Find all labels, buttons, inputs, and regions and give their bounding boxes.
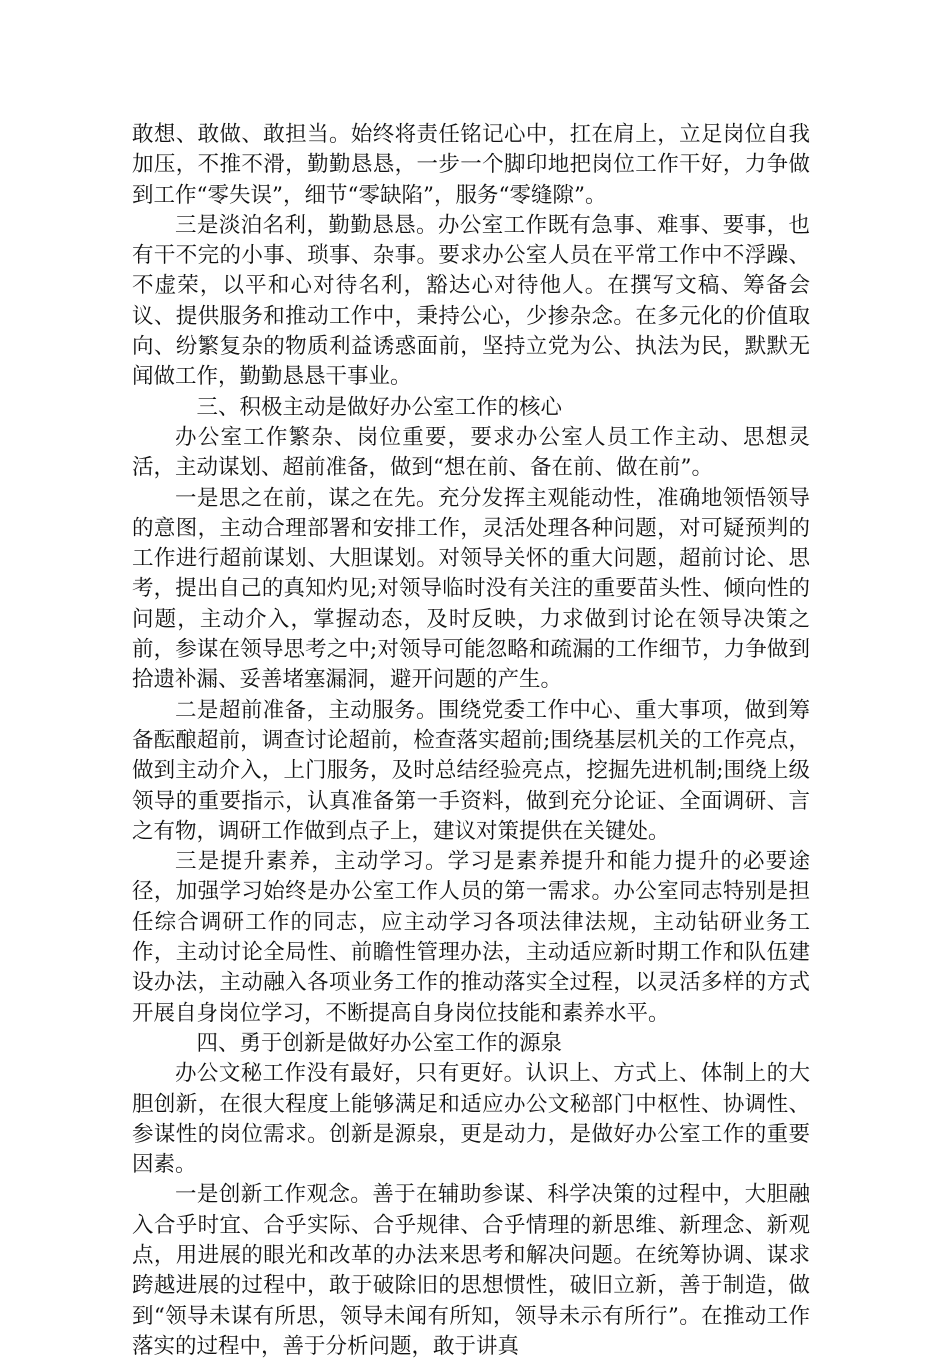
paragraph-6: 二是超前准备，主动服务。围绕党委工作中心、重大事项，做到筹备酝酿超前，调查讨论超前，检查落实超前;围绕基层机关的工作亮点，做到主动介入，上门服务，及时总结经验亮点，挖掘先进机制;围绕上级领导的重要指示，认真准备第一手资料，做到充分论证、全面调研、言之有物，调研工作做到点子上，建议对策提供在关键处。 [132,697,810,844]
paragraph-7: 三是提升素养，主动学习。学习是素养提升和能力提升的必要途径，加强学习始终是办公室工作人员的第一需求。办公室同志特别是担任综合调研工作的同志，应主动学习各项法律法规，主动钻研业务工作，主动讨论全局性、前瞻性管理办法，主动适应新时期工作和队伍建设办法，主动融入各项业务工作的推动落实全过程，以灵活多样的方式开展自身岗位学习，不断提高自身岗位技能和素养水平。 [132,849,810,1026]
section-heading-3: 三、积极主动是做好办公室工作的核心 [196,394,563,420]
paragraph-2: 三是淡泊名利，勤勤恳恳。办公室工作既有急事、难事、要事，也有干不完的小事、琐事、杂事。要求办公室人员在平常工作中不浮躁、不虚荣，以平和心对待名利，豁达心对待他人。在撰写文稿、筹备会议、提供服务和推动工作中，秉持公心，少掺杂念。在多元化的价值取向、纷繁复杂的物质利益诱惑面前，坚持立党为公、执法为民，默默无闻做工作，勤勤恳恳干事业。 [132,212,810,390]
paragraph-4: 办公室工作繁杂、岗位重要，要求办公室人员工作主动、思想灵活，主动谋划、超前准备，做到“想在前、备在前、做在前”。 [132,424,810,481]
section-heading-4: 四、勇于创新是做好办公室工作的源泉 [196,1030,563,1056]
document-page [132,120,810,1362]
paragraph-9: 办公文秘工作没有最好，只有更好。认识上、方式上、体制上的大胆创新，在很大程度上能够满足和适应办公文秘部门中枢性、协调性、参谋性的岗位需求。创新是源泉，更是动力，是做好办公室工作的重要因素。 [132,1061,810,1178]
paragraph-10: 一是创新工作观念。善于在辅助参谋、科学决策的过程中，大胆融入合乎时宜、合乎实际、合乎规律、合乎情理的新思维、新理念、新观点，用进展的眼光和改革的办法来思考和解决问题。在统筹协调、谋求跨越进展的过程中，敢于破除旧的思想惯性，破旧立新，善于制造，做到“领导未谋有所思，领导未闻有所知，领导未示有所行”。在推动工作落实的过程中，善于分析问题，敢于讲真 [132,1182,810,1359]
paragraph-1: 敢想、敢做、敢担当。始终将责任铭记心中，扛在肩上，立足岗位自我加压，不推不滑，勤勤恳恳，一步一个脚印地把岗位工作干好，力争做到工作“零失误”，细节“零缺陷”，服务“零缝隙”。 [132,122,810,208]
paragraph-5: 一是思之在前，谋之在先。充分发挥主观能动性，准确地领悟领导的意图，主动合理部署和安排工作，灵活处理各种问题，对可疑预判的工作进行超前谋划、大胆谋划。对领导关怀的重大问题，超前讨论、思考，提出自己的真知灼见;对领导临时没有关注的重要苗头性、倾向性的问题，主动介入，掌握动态，及时反映，力求做到讨论在领导决策之前，参谋在领导思考之中;对领导可能忽略和疏漏的工作细节，力争做到拾遗补漏、妥善堵塞漏洞，避开问题的产生。 [132,485,810,693]
